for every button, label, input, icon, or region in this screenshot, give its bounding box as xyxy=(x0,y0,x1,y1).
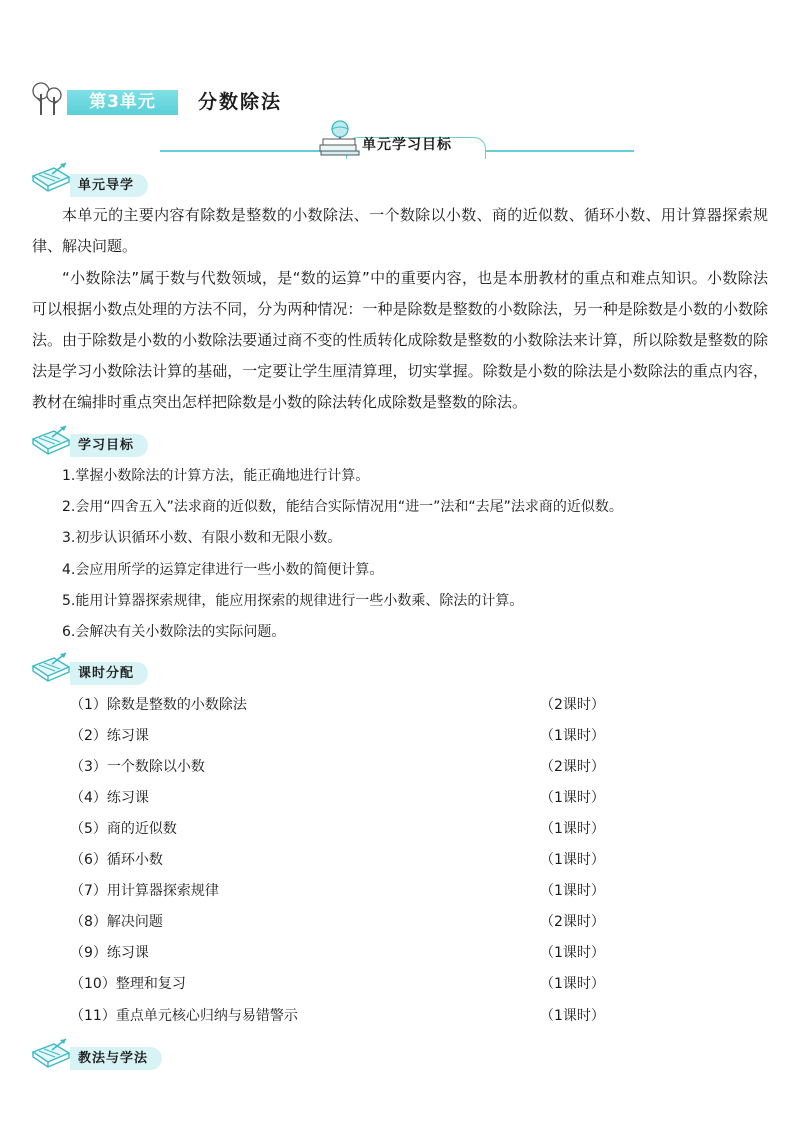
books-globe-icon xyxy=(318,119,362,157)
schedule-lesson: （4）练习课 xyxy=(70,790,149,806)
schedule-hours: （1课时） xyxy=(540,728,605,744)
objective-item: 3.初步认识循环小数、有限小数和无限小数。 xyxy=(62,530,342,546)
schedule-lesson: （1）除数是整数的小数除法 xyxy=(70,697,247,713)
schedule-row xyxy=(70,881,610,901)
schedule-hours: （1课时） xyxy=(540,821,605,837)
schedule-lesson: （2）练习课 xyxy=(70,728,149,744)
divider-left xyxy=(160,150,320,152)
schedule-hours: （1课时） xyxy=(540,852,605,868)
book-arrow-icon xyxy=(30,423,72,457)
book-arrow-icon xyxy=(30,650,72,684)
schedule-row xyxy=(70,943,610,963)
schedule-hours: （1课时） xyxy=(540,976,605,992)
schedule-lesson: （8）解决问题 xyxy=(70,914,163,930)
schedule-hours: （1课时） xyxy=(540,1008,605,1024)
schedule-row xyxy=(70,695,610,715)
book-arrow-icon xyxy=(30,160,72,194)
divider-right xyxy=(484,150,634,152)
schedule-lesson: （3）一个数除以小数 xyxy=(70,759,205,775)
tree-icon xyxy=(30,80,64,116)
objective-item: 2.会用“四舍五入”法求商的近似数，能结合实际情况用“进一”法和“去尾”法求商的近似数。 xyxy=(62,499,623,515)
objective-item: 5.能用计算器探索规律，能应用探索的规律进行一些小数乘、除法的计算。 xyxy=(62,593,524,609)
schedule-lesson: （7）用计算器探索规律 xyxy=(70,883,219,899)
unit-title: 分数除法 xyxy=(198,91,283,113)
schedule-row xyxy=(70,788,610,808)
book-arrow-icon xyxy=(30,1036,72,1070)
guide-paragraph-2: “小数除法”属于数与代数领域，是“数的运算”中的重要内容，也是本册教材的重点和难点知识。小数除法可以根据小数点处理的方法不同，分为两种情况：一种是除数是整数的小数除法，另一种是除数是小数的小数除法。由于除数是小数的小数除法要通过商不变的性质转化成除数是整数的小数除法来计算，所以除数是整数的除法是学习小数除法计算的基础，一定要让学生厘清算理，切实掌握。除数是小数的除法是小数除法的重点内容，教材在编排时重点突出怎样把除数是小数的除法转化成除数是整数的除法。 xyxy=(32,269,768,411)
schedule-hours: （1课时） xyxy=(540,790,605,806)
goals-banner-title: 单元学习目标 xyxy=(362,137,452,153)
schedule-row xyxy=(70,850,610,870)
schedule-hours: （1课时） xyxy=(540,945,605,961)
schedule-lesson: （10）整理和复习 xyxy=(70,976,186,992)
schedule-row xyxy=(70,912,610,932)
schedule-lesson: （6）循环小数 xyxy=(70,852,163,868)
schedule-hours: （2课时） xyxy=(540,759,605,775)
section-label-objectives: 学习目标 xyxy=(70,434,148,457)
section-label-schedule: 课时分配 xyxy=(70,662,148,685)
schedule-hours: （2课时） xyxy=(540,914,605,930)
schedule-row xyxy=(70,726,610,746)
schedule-row xyxy=(70,819,610,839)
schedule-row xyxy=(70,974,610,994)
section-label-methods: 教法与学法 xyxy=(70,1047,162,1070)
guide-paragraph-1: 本单元的主要内容有除数是整数的小数除法、一个数除以小数、商的近似数、循环小数、用计算器探索规律、解决问题。 xyxy=(32,206,768,255)
objective-item: 6.会解决有关小数除法的实际问题。 xyxy=(62,624,286,640)
objective-item: 1.掌握小数除法的计算方法，能正确地进行计算。 xyxy=(62,468,370,484)
schedule-row xyxy=(70,757,610,777)
schedule-hours: （1课时） xyxy=(540,883,605,899)
section-label-guide: 单元导学 xyxy=(70,174,148,197)
schedule-lesson: （11）重点单元核心归纳与易错警示 xyxy=(70,1008,298,1024)
schedule-hours: （2课时） xyxy=(540,697,605,713)
schedule-lesson: （5）商的近似数 xyxy=(70,821,177,837)
unit-badge: 第3单元 xyxy=(67,90,178,115)
schedule-lesson: （9）练习课 xyxy=(70,945,149,961)
schedule-row xyxy=(70,1006,610,1026)
objective-item: 4.会应用所学的运算定律进行一些小数的简便计算。 xyxy=(62,562,384,578)
